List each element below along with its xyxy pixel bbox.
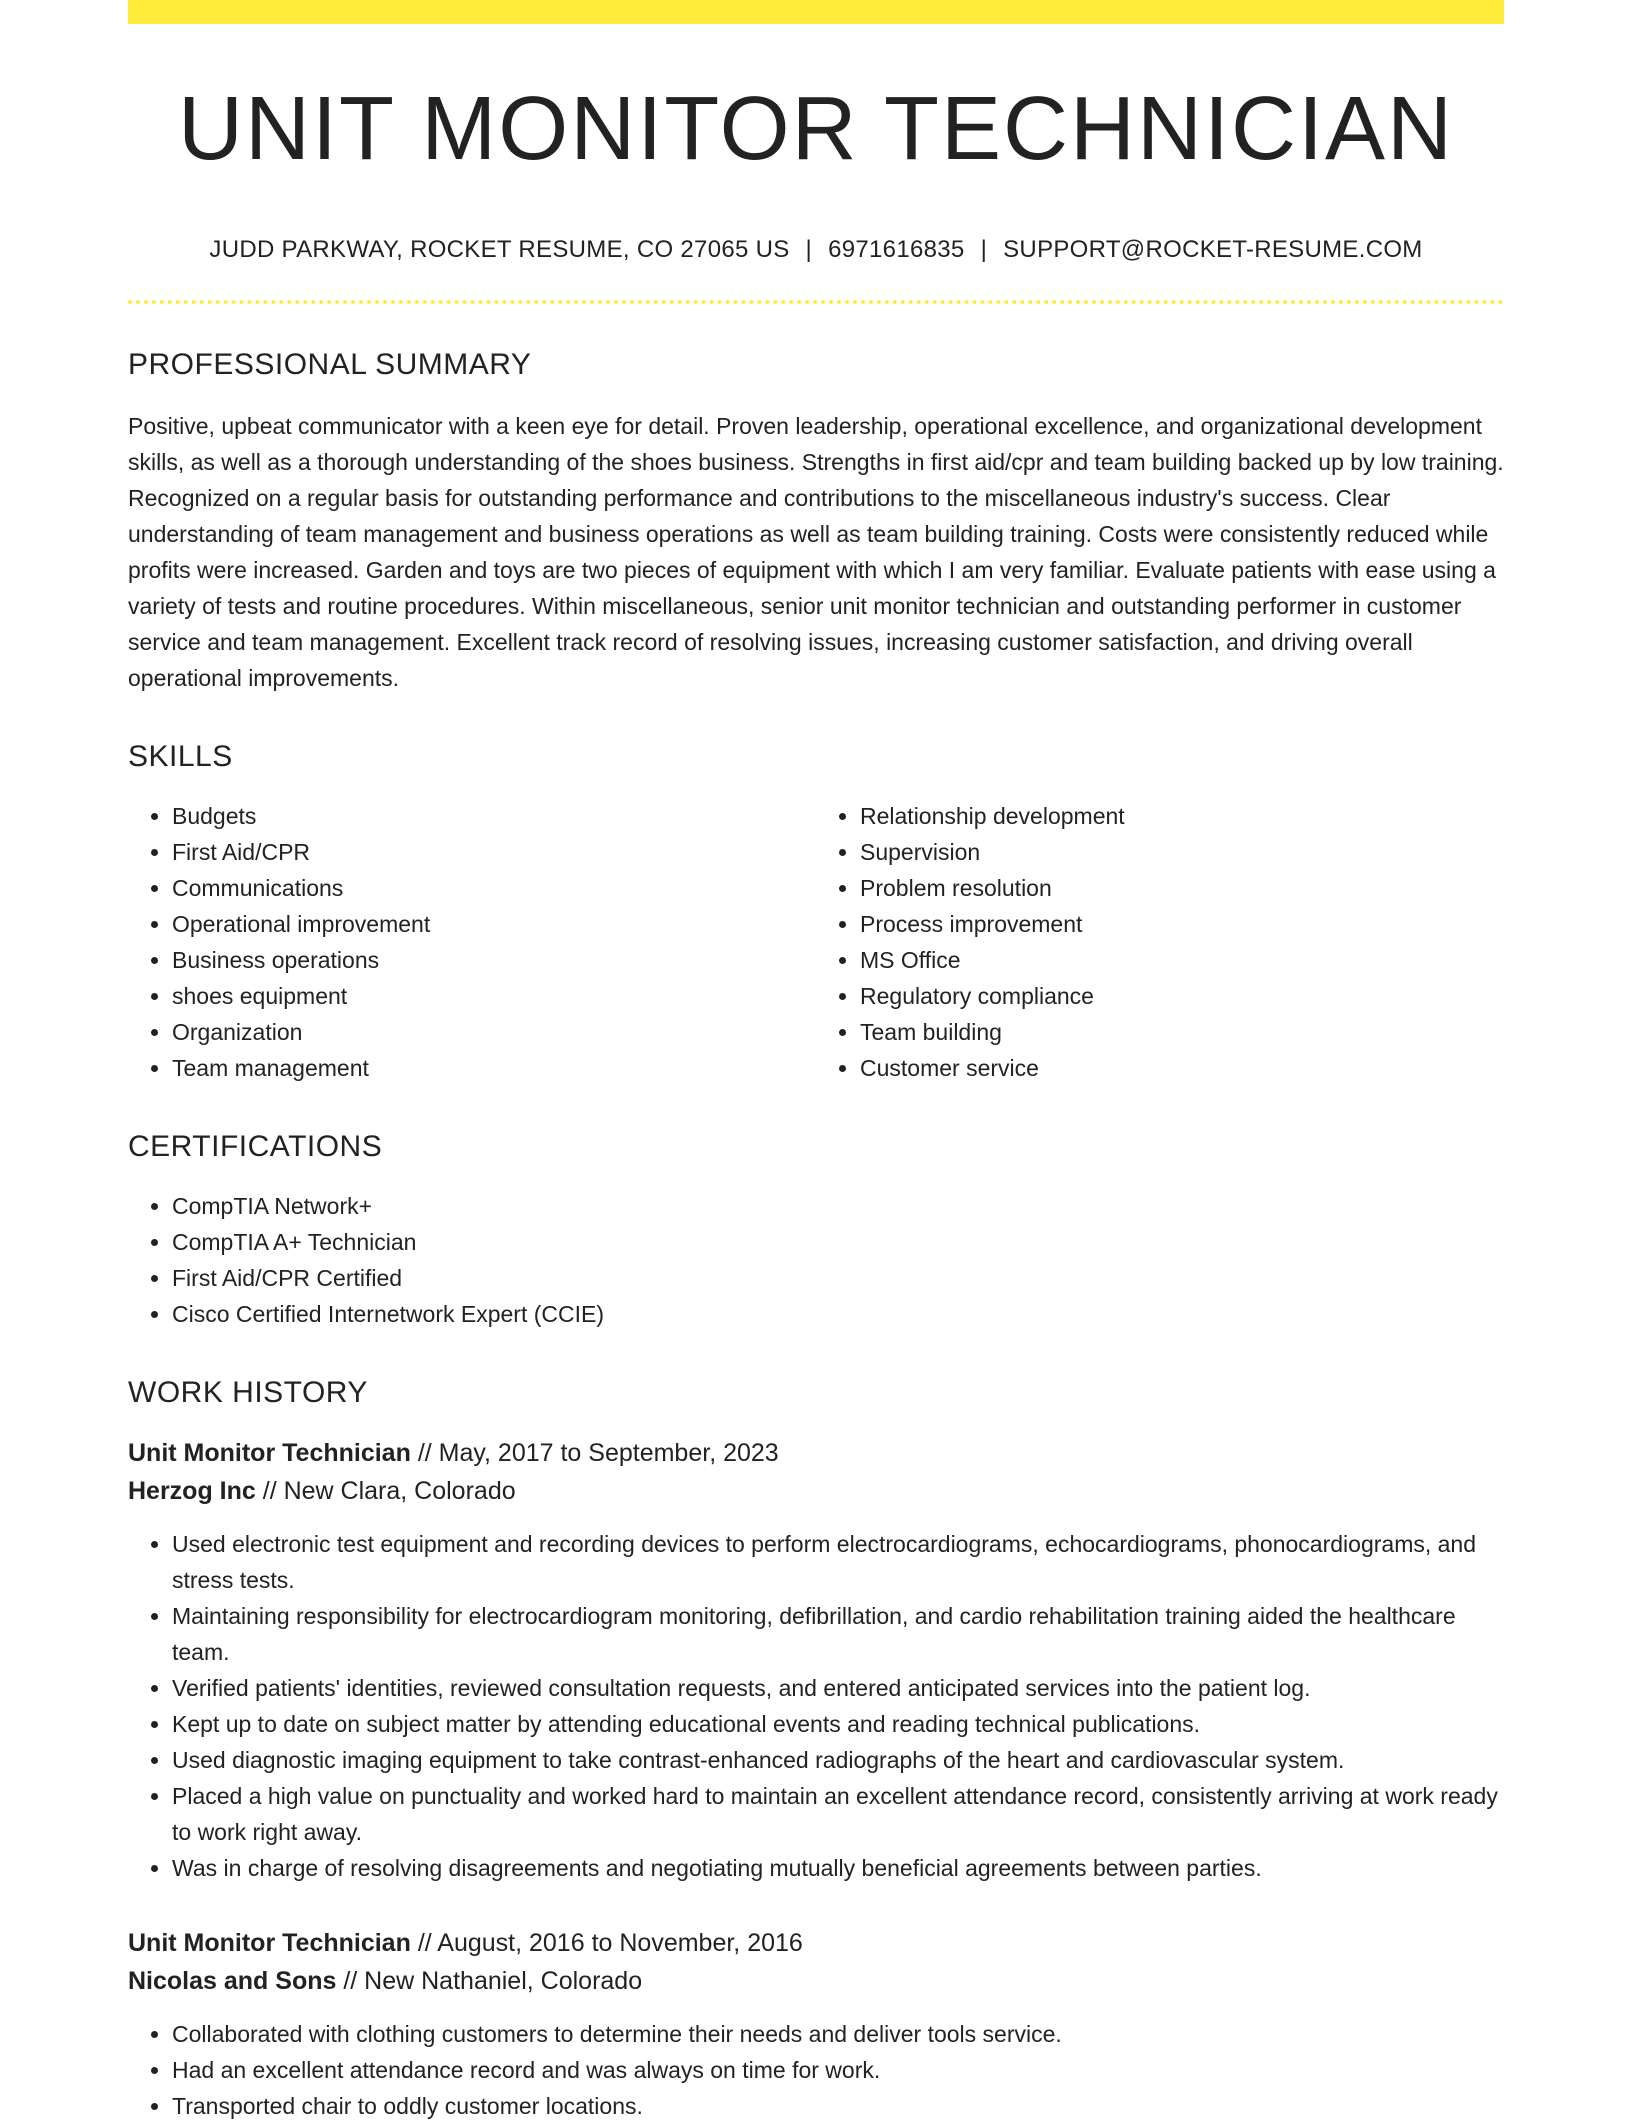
contact-separator: | (805, 236, 813, 263)
job-bullet: • Maintaining responsibility for electrocardiogram monitoring, defibrillation, and cardio rehabilitation training aided the healthcare team. (172, 1598, 1504, 1670)
job-bullet: • Used electronic test equipment and recording devices to perform electrocardiograms, echocardiograms, phonocardiograms, and stress tests. (172, 1526, 1504, 1598)
certifications-list (128, 1188, 1504, 1332)
job-company-line (128, 1962, 1504, 2000)
job-company: Herzog Inc (128, 1477, 256, 1505)
skill-item: • Budgets (172, 798, 816, 834)
skill-item: • Supervision (860, 834, 1504, 870)
job-bullet: • Was in charge of resolving disagreements and negotiating mutually beneficial agreements between parties. (172, 1850, 1504, 1886)
job-location: // New Nathaniel, Colorado (336, 1967, 643, 1995)
skills-columns (128, 798, 1504, 1086)
candidate-name: UNIT MONITOR TECHNICIAN (177, 79, 1455, 179)
skill-item: • Operational improvement (172, 906, 816, 942)
work-history-section (128, 1378, 1504, 2124)
contact-phone: 6971616835 (828, 236, 965, 263)
certification-item: • Cisco Certified Internetwork Expert (CCIE) (172, 1296, 1504, 1332)
certifications-section (128, 1132, 1504, 1332)
skill-item: • Relationship development (860, 798, 1504, 834)
job-bullet: • Verified patients' identities, reviewed consultation requests, and entered anticipated services into the patient log. (172, 1670, 1504, 1706)
contact-email: SUPPORT@ROCKET-RESUME.COM (1003, 236, 1423, 263)
certification-item: • First Aid/CPR Certified (172, 1260, 1504, 1296)
summary-section (128, 350, 1504, 696)
job-bullet: • Collaborated with clothing customers to determine their needs and deliver tools service. (172, 2016, 1504, 2052)
job-bullet: • Placed a high value on punctuality and worked hard to maintain an excellent attendance record, consistently arriving at work ready to work right away. (172, 1778, 1504, 1850)
certifications-heading: CERTIFICATIONS (128, 1130, 383, 1163)
job-dates: // May, 2017 to September, 2023 (410, 1439, 779, 1467)
contact-separator: | (980, 236, 988, 263)
summary-heading: PROFESSIONAL SUMMARY (128, 348, 532, 381)
skill-item: • MS Office (860, 942, 1504, 978)
skill-item: • Regulatory compliance (860, 978, 1504, 1014)
certification-item: • CompTIA A+ Technician (172, 1224, 1504, 1260)
skill-item: • Organization (172, 1014, 816, 1050)
job-bullet: • Had an excellent attendance record and was always on time for work. (172, 2052, 1504, 2088)
job-bullet-list (128, 1526, 1504, 1886)
job-bullet: • Transported chair to oddly customer locations. (172, 2088, 1504, 2124)
contact-address: JUDD PARKWAY, ROCKET RESUME, CO 27065 US (209, 236, 790, 263)
job-company: Nicolas and Sons (128, 1967, 337, 1995)
skills-section (128, 742, 1504, 1086)
job-role: Unit Monitor Technician (128, 1439, 411, 1467)
job-bullet: • Used diagnostic imaging equipment to take contrast-enhanced radiographs of the heart and cardiovascular system. (172, 1742, 1504, 1778)
skill-item: • Communications (172, 870, 816, 906)
summary-text: Positive, upbeat communicator with a keen eye for detail. Proven leadership, operational excellence, and organizational development skills, as well as a thorough understanding of the shoes business. Strengths in first aid/cpr and team building backed up by low training. Recognized on a regular basis for outstanding performance and contributions to the miscellaneous industry's success. Clear understanding of team management and business operations as well as team building training. Costs were consistently reduced while profits were increased. Garden and toys are two pieces of equipment with which I am very familiar. Evaluate patients with ease using a variety of tests and routine procedures. Within miscellaneous, senior unit monitor technician and outstanding performer in customer service and team management. Excellent track record of resolving issues, increasing customer satisfaction, and driving overall operational improvements. (128, 413, 1504, 691)
accent-top-bar (128, 0, 1504, 24)
skills-heading: SKILLS (128, 740, 233, 773)
skills-right-list (816, 798, 1504, 1086)
skill-item: • Customer service (860, 1050, 1504, 1086)
job-dates: // August, 2016 to November, 2016 (410, 1929, 803, 1957)
job-bullet: • Kept up to date on subject matter by attending educational events and reading technical publications. (172, 1706, 1504, 1742)
skill-item: • Business operations (172, 942, 816, 978)
skill-item: • Process improvement (860, 906, 1504, 942)
job-title-line (128, 1924, 1504, 1962)
contact-line (128, 236, 1504, 264)
job-entry (128, 1924, 1504, 2124)
skill-item: • Team management (172, 1050, 816, 1086)
skill-item: • First Aid/CPR (172, 834, 816, 870)
dotted-divider (128, 300, 1504, 304)
skill-item: • shoes equipment (172, 978, 816, 1014)
resume-page (128, 0, 1504, 2124)
job-company-line (128, 1472, 1504, 1510)
work-history-heading: WORK HISTORY (128, 1376, 368, 1409)
skill-item: • Problem resolution (860, 870, 1504, 906)
certification-item: • CompTIA Network+ (172, 1188, 1504, 1224)
job-bullet-list (128, 2016, 1504, 2124)
job-title-line (128, 1434, 1504, 1472)
job-role: Unit Monitor Technician (128, 1929, 411, 1957)
skill-item: • Team building (860, 1014, 1504, 1050)
skills-left-list (128, 798, 816, 1086)
job-location: // New Clara, Colorado (255, 1477, 516, 1505)
job-entry (128, 1434, 1504, 1886)
